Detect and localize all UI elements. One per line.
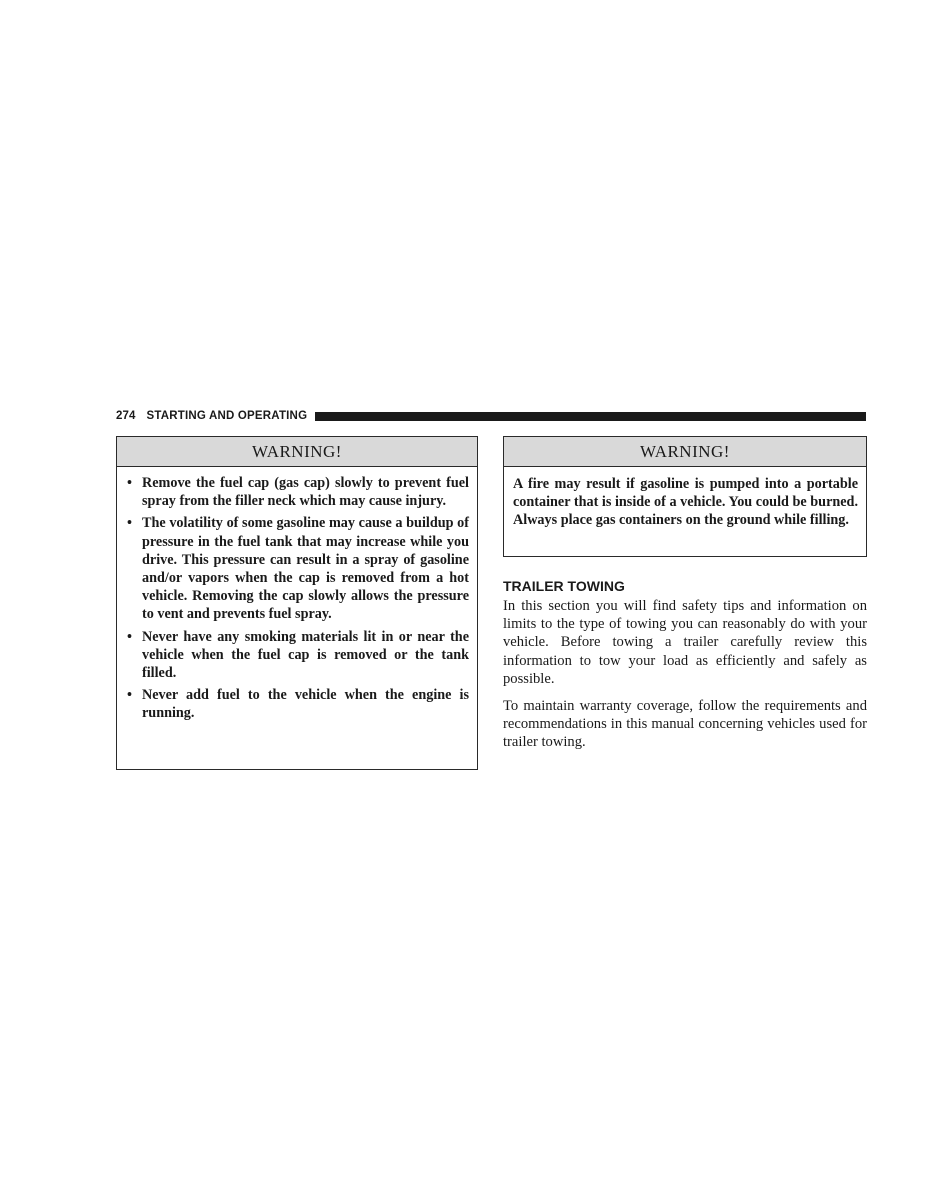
section-title: STARTING AND OPERATING xyxy=(146,410,308,422)
bullet-icon: • xyxy=(127,687,132,704)
body-paragraph: To maintain warranty coverage, follow the requirements and recommendations in this manual concerning vehicles used for trailer towing. xyxy=(503,698,867,751)
trailer-towing-heading: TRAILER TOWING xyxy=(503,578,625,594)
bullet-icon: • xyxy=(127,475,132,491)
warning-text: A fire may result if gasoline is pumped into a portable container that is inside of a vehicle. You could be burned. Always place gas containers on the ground while filling. xyxy=(513,476,858,529)
header-rule xyxy=(315,412,866,421)
warning-heading: WARNING! xyxy=(117,437,477,467)
portable-container-warning-box xyxy=(503,436,867,557)
warning-item xyxy=(125,514,469,623)
bullet-icon: • xyxy=(127,515,132,532)
warning-item xyxy=(125,474,469,510)
warning-item-text: Never have any smoking materials lit in or near the vehicle when the fuel cap is removed or the tank filled. xyxy=(142,628,469,682)
warning-item-text: The volatility of some gasoline may cause a buildup of pressure in the fuel tank that may increase while you drive. This pressure can result in a spray of gasoline and/or vapors when the cap is removed from a hot vehicle. Removing the cap slowly allows the pressure to vent and prevents fuel spray. xyxy=(142,515,469,623)
warning-heading: WARNING! xyxy=(504,437,866,467)
warning-list xyxy=(117,467,477,723)
warning-item xyxy=(125,628,469,683)
warning-item xyxy=(125,686,469,722)
page-number: 274 xyxy=(116,410,136,422)
bullet-icon: • xyxy=(127,628,132,645)
warning-item-text: Remove the fuel cap (gas cap) slowly to prevent fuel spray from the filler neck which may cause injury. xyxy=(142,475,469,510)
warning-item-text: Never add fuel to the vehicle when the engine is running. xyxy=(142,687,469,722)
page-header xyxy=(116,409,866,423)
fuel-cap-warning-box xyxy=(116,436,478,770)
trailer-towing-section xyxy=(503,577,867,761)
body-paragraph: In this section you will find safety tips and information on limits to the type of towing you can reasonably do with your vehicle. Before towing a trailer carefully review this information to tow your load as efficiently and safely as possible. xyxy=(503,598,867,687)
